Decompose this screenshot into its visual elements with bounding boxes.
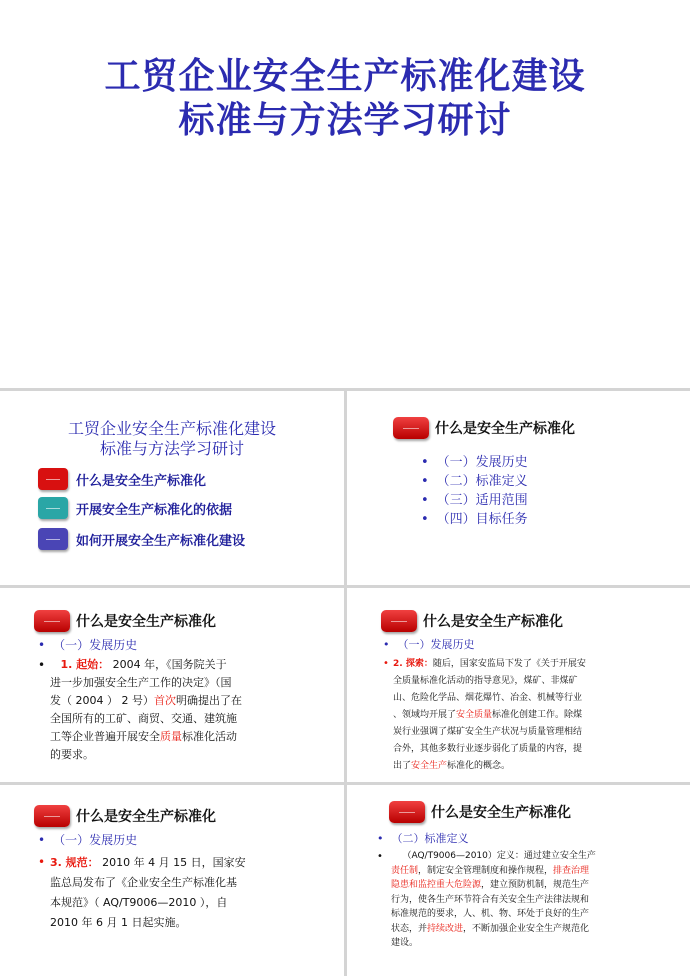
agenda-title-line1: 工贸企业安全生产标准化建设 [67,419,276,438]
slide-header [34,610,216,632]
agenda-item-label: 什么是安全生产标准化 [76,473,207,489]
slide-header [393,417,575,439]
history-slide-2 [347,588,690,782]
section-title: • （一）发展历史 [383,638,475,651]
toc-item[interactable]: • （四）目标任务 [421,512,528,527]
slide-heading: 什么是安全生产标准化 [76,614,216,630]
toc-list [421,453,528,529]
agenda-item-3[interactable] [38,527,245,551]
agenda-item-1[interactable] [38,467,206,491]
agenda-item-label: 如何开展安全生产标准化建设 [76,533,246,549]
history-paragraph: 2. 探索：随后，国家安监局下发了《关于开展安 全质量标准化活动的指导意见》，煤矿、非煤矿 山、危险化学品、烟花爆竹、冶金、机械等行业 、领域均开展了安全质量标准化创建工作。除煤 炭行业强调了煤矿安全生产状况与质量管理相结 合外，其他多数行业逐步弱化了质量的内容，提 出了安全生产标准化的概念。 [393,659,586,771]
cover-title-line2: 标准与方法学习研讨 [178,99,512,141]
slide-heading: 什么是安全生产标准化 [431,805,571,821]
toc-item[interactable]: • （三）适用范围 [421,493,528,508]
section-title: • （二）标准定义 [377,832,469,845]
red-button-icon [381,610,417,632]
bullet-dot: • [377,851,383,862]
bullet-dot: • [383,658,389,669]
teal-button-icon [38,497,68,519]
cover-slide [0,0,690,388]
definition-paragraph: （AQ/T9006—2010）定义：通过建立安全生产 责任制，制定安全管理制度和操作规程，排查治理 隐患和监控重大危险源，建立预防机制，规范生产 行为，使各生产环节符合有关安全生产法律法规和 标准规范的要求，人、机、物、环处于良好的生产 状态，并持续改进，不断加强企业安全生产规范化 建设。 [391,851,596,948]
agenda-title-line2: 标准与方法学习研讨 [99,439,244,458]
history-paragraph: 1. 起始： 2004 年，《国务院关于 进一步加强安全生产工作的决定》（国 发（ 2004 ） 2 号）首次明确提出了在 全国所有的工矿、商贸、交通、建筑施 工等企业普遍开展安全质量标准化活动 的要求。 [50,658,242,761]
agenda-item-label: 开展安全生产标准化的依据 [76,502,233,518]
slide-header [34,805,216,827]
slide-heading: 什么是安全生产标准化 [76,809,216,825]
slide-heading: 什么是安全生产标准化 [423,614,563,630]
red-button-icon [393,417,429,439]
section-title: • （一）发展历史 [38,638,138,652]
toc-item[interactable]: • （一）发展历史 [421,455,528,470]
cover-title-line1: 工贸企业安全生产标准化建设 [104,55,586,97]
definition-slide [347,785,690,976]
toc-item[interactable]: • （二）标准定义 [421,474,528,489]
bullet-dot: • [38,855,46,869]
agenda-slide [0,391,344,585]
slide-heading: 什么是安全生产标准化 [435,421,575,437]
red-button-icon [38,468,68,490]
section-title: • （一）发展历史 [38,833,138,847]
red-button-icon [389,801,425,823]
red-button-icon [34,805,70,827]
history-slide-1 [0,588,344,782]
agenda-item-2[interactable] [38,496,232,520]
history-paragraph: 3. 规范： 2010 年 4 月 15 日，国家安 监总局发布了《企业安全生产标准化基 本规范》（ AQ/T9006—2010 ），自 2010 年 6 月 1 日起实施。 [50,856,246,929]
red-button-icon [34,610,70,632]
purple-button-icon [38,528,68,550]
slide-header [389,801,571,823]
slide-header [381,610,563,632]
bullet-dot: • [38,658,46,672]
toc-slide [347,391,690,585]
history-slide-3 [0,785,344,976]
